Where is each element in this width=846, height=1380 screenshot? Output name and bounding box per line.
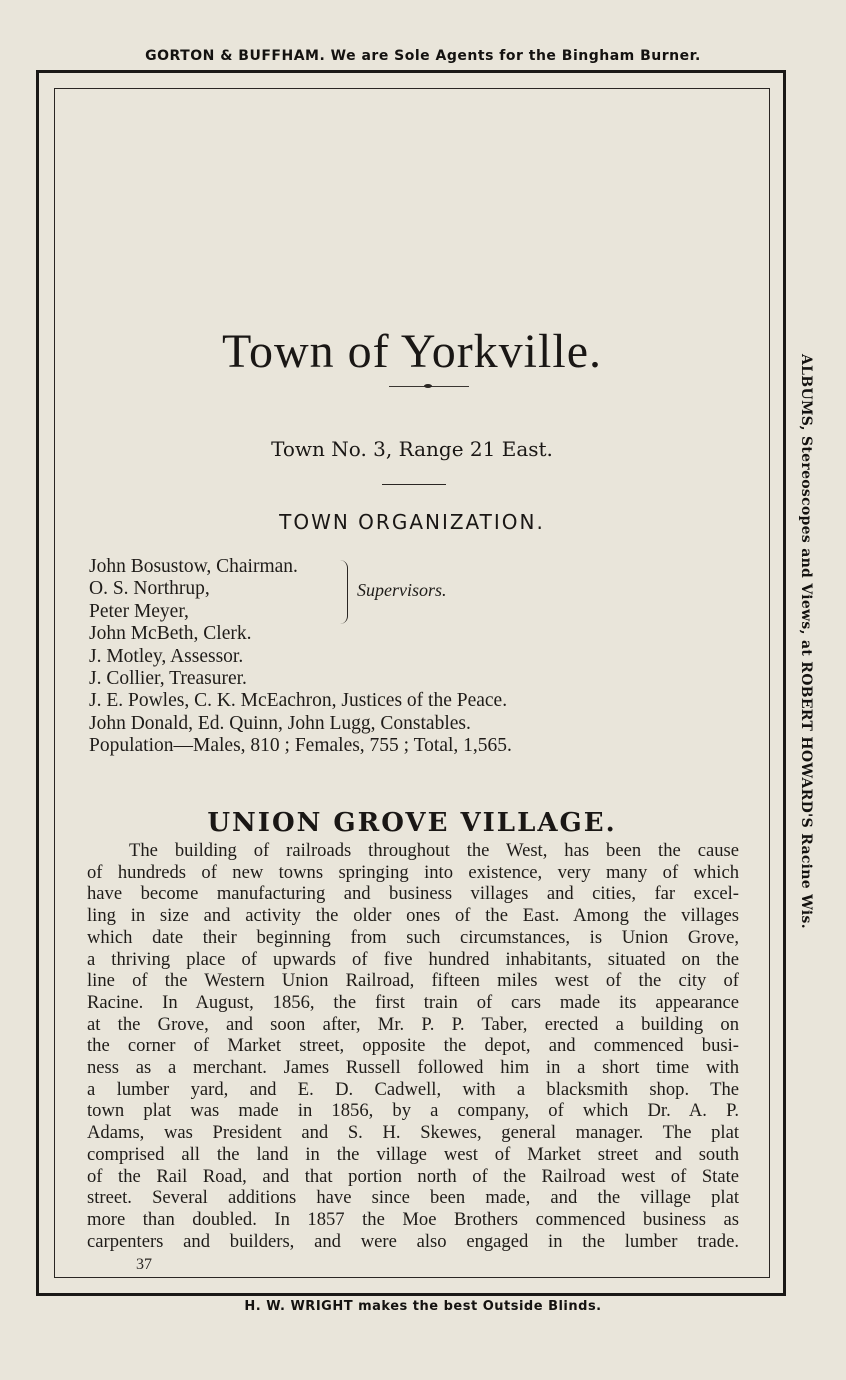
paragraph-line: more than doubled. In 1857 the Moe Brothers commenced business as (87, 1208, 739, 1230)
org-line-assessor: J. Motley, Assessor. (89, 645, 244, 667)
subtitle-divider (382, 484, 446, 485)
org-line-supervisor: O. S. Northrup, (89, 578, 210, 600)
supervisors-brace (337, 560, 348, 624)
paragraph-line: a thriving place of upwards of five hundred inhabitants, situated on the (87, 948, 739, 970)
paragraph-line: have become manufacturing and business villages and cities, far excel- (87, 883, 739, 905)
org-line-population: Population—Males, 810 ; Females, 755 ; Total, 1,565. (89, 735, 512, 757)
paragraph-line: at the Grove, and soon after, Mr. P. P. Taber, erected a building on (87, 1013, 739, 1035)
org-line-constables: John Donald, Ed. Quinn, John Lugg, Constables. (89, 712, 471, 734)
org-line-chairman: John Bosustow, Chairman. (89, 556, 298, 577)
paragraph-line: town plat was made in 1856, by a company, of which Dr. A. P. (87, 1100, 739, 1122)
paragraph-line: The building of railroads throughout the West, has been the cause (129, 840, 739, 861)
footer-advertisement: H. W. WRIGHT makes the best Outside Blinds. (244, 1299, 602, 1314)
page-bottom-rule (54, 1277, 768, 1278)
paragraph-line: ness as a merchant. James Russell followed him in a short time with (87, 1057, 739, 1079)
paragraph-line: which date their beginning from such circumstances, is Union Grove, (87, 926, 739, 948)
paragraph-line: a lumber yard, and E. D. Cadwell, with a blacksmith shop. The (87, 1078, 739, 1100)
town-range-subtitle: Town No. 3, Range 21 East. (271, 437, 553, 461)
page-title: Town of Yorkville. (222, 325, 602, 379)
supervisors-label: Supervisors. (357, 580, 447, 600)
paragraph-line: Racine. In August, 1856, the first train of cars made its appearance (87, 991, 739, 1013)
organization-heading: TOWN ORGANIZATION. (279, 510, 545, 534)
paragraph-line: street. Several additions have since been made, and the village plat (87, 1187, 739, 1209)
paragraph-line: of hundreds of new towns springing into existence, very many of which (87, 861, 739, 883)
org-line-justices: J. E. Powles, C. K. McEachron, Justices of the Peace. (89, 690, 508, 712)
village-paragraph (87, 840, 739, 1252)
paragraph-line: of the Rail Road, and that portion north of the Railroad west of State (87, 1165, 739, 1187)
title-ornament-dot (424, 384, 432, 388)
side-advertisement: ALBUMS, Stereoscopes and Views, at ROBERT HOWARD'S Racine Wis. (798, 354, 814, 929)
header-advertisement: GORTON & BUFFHAM. We are Sole Agents for the Bingham Burner. (145, 48, 701, 64)
org-line-clerk: John McBeth, Clerk. (89, 623, 252, 645)
village-heading: UNION GROVE VILLAGE. (207, 807, 617, 838)
paragraph-line: ling in size and activity the older ones of the East. Among the villages (87, 905, 739, 927)
paragraph-line: line of the Western Union Railroad, fifteen miles west of the city of (87, 970, 739, 992)
paragraph-line: the corner of Market street, opposite the depot, and commenced busi- (87, 1035, 739, 1057)
paragraph-line: comprised all the land in the village west of Market street and south (87, 1143, 739, 1165)
paragraph-line: carpenters and builders, and were also engaged in the lumber trade. (87, 1230, 739, 1252)
org-line-treasurer: J. Collier, Treasurer. (89, 668, 247, 690)
page-number: 37 (136, 1256, 152, 1273)
org-line-supervisor: Peter Meyer, (89, 600, 189, 622)
paragraph-line: Adams, was President and S. H. Skewes, general manager. The plat (87, 1122, 739, 1144)
